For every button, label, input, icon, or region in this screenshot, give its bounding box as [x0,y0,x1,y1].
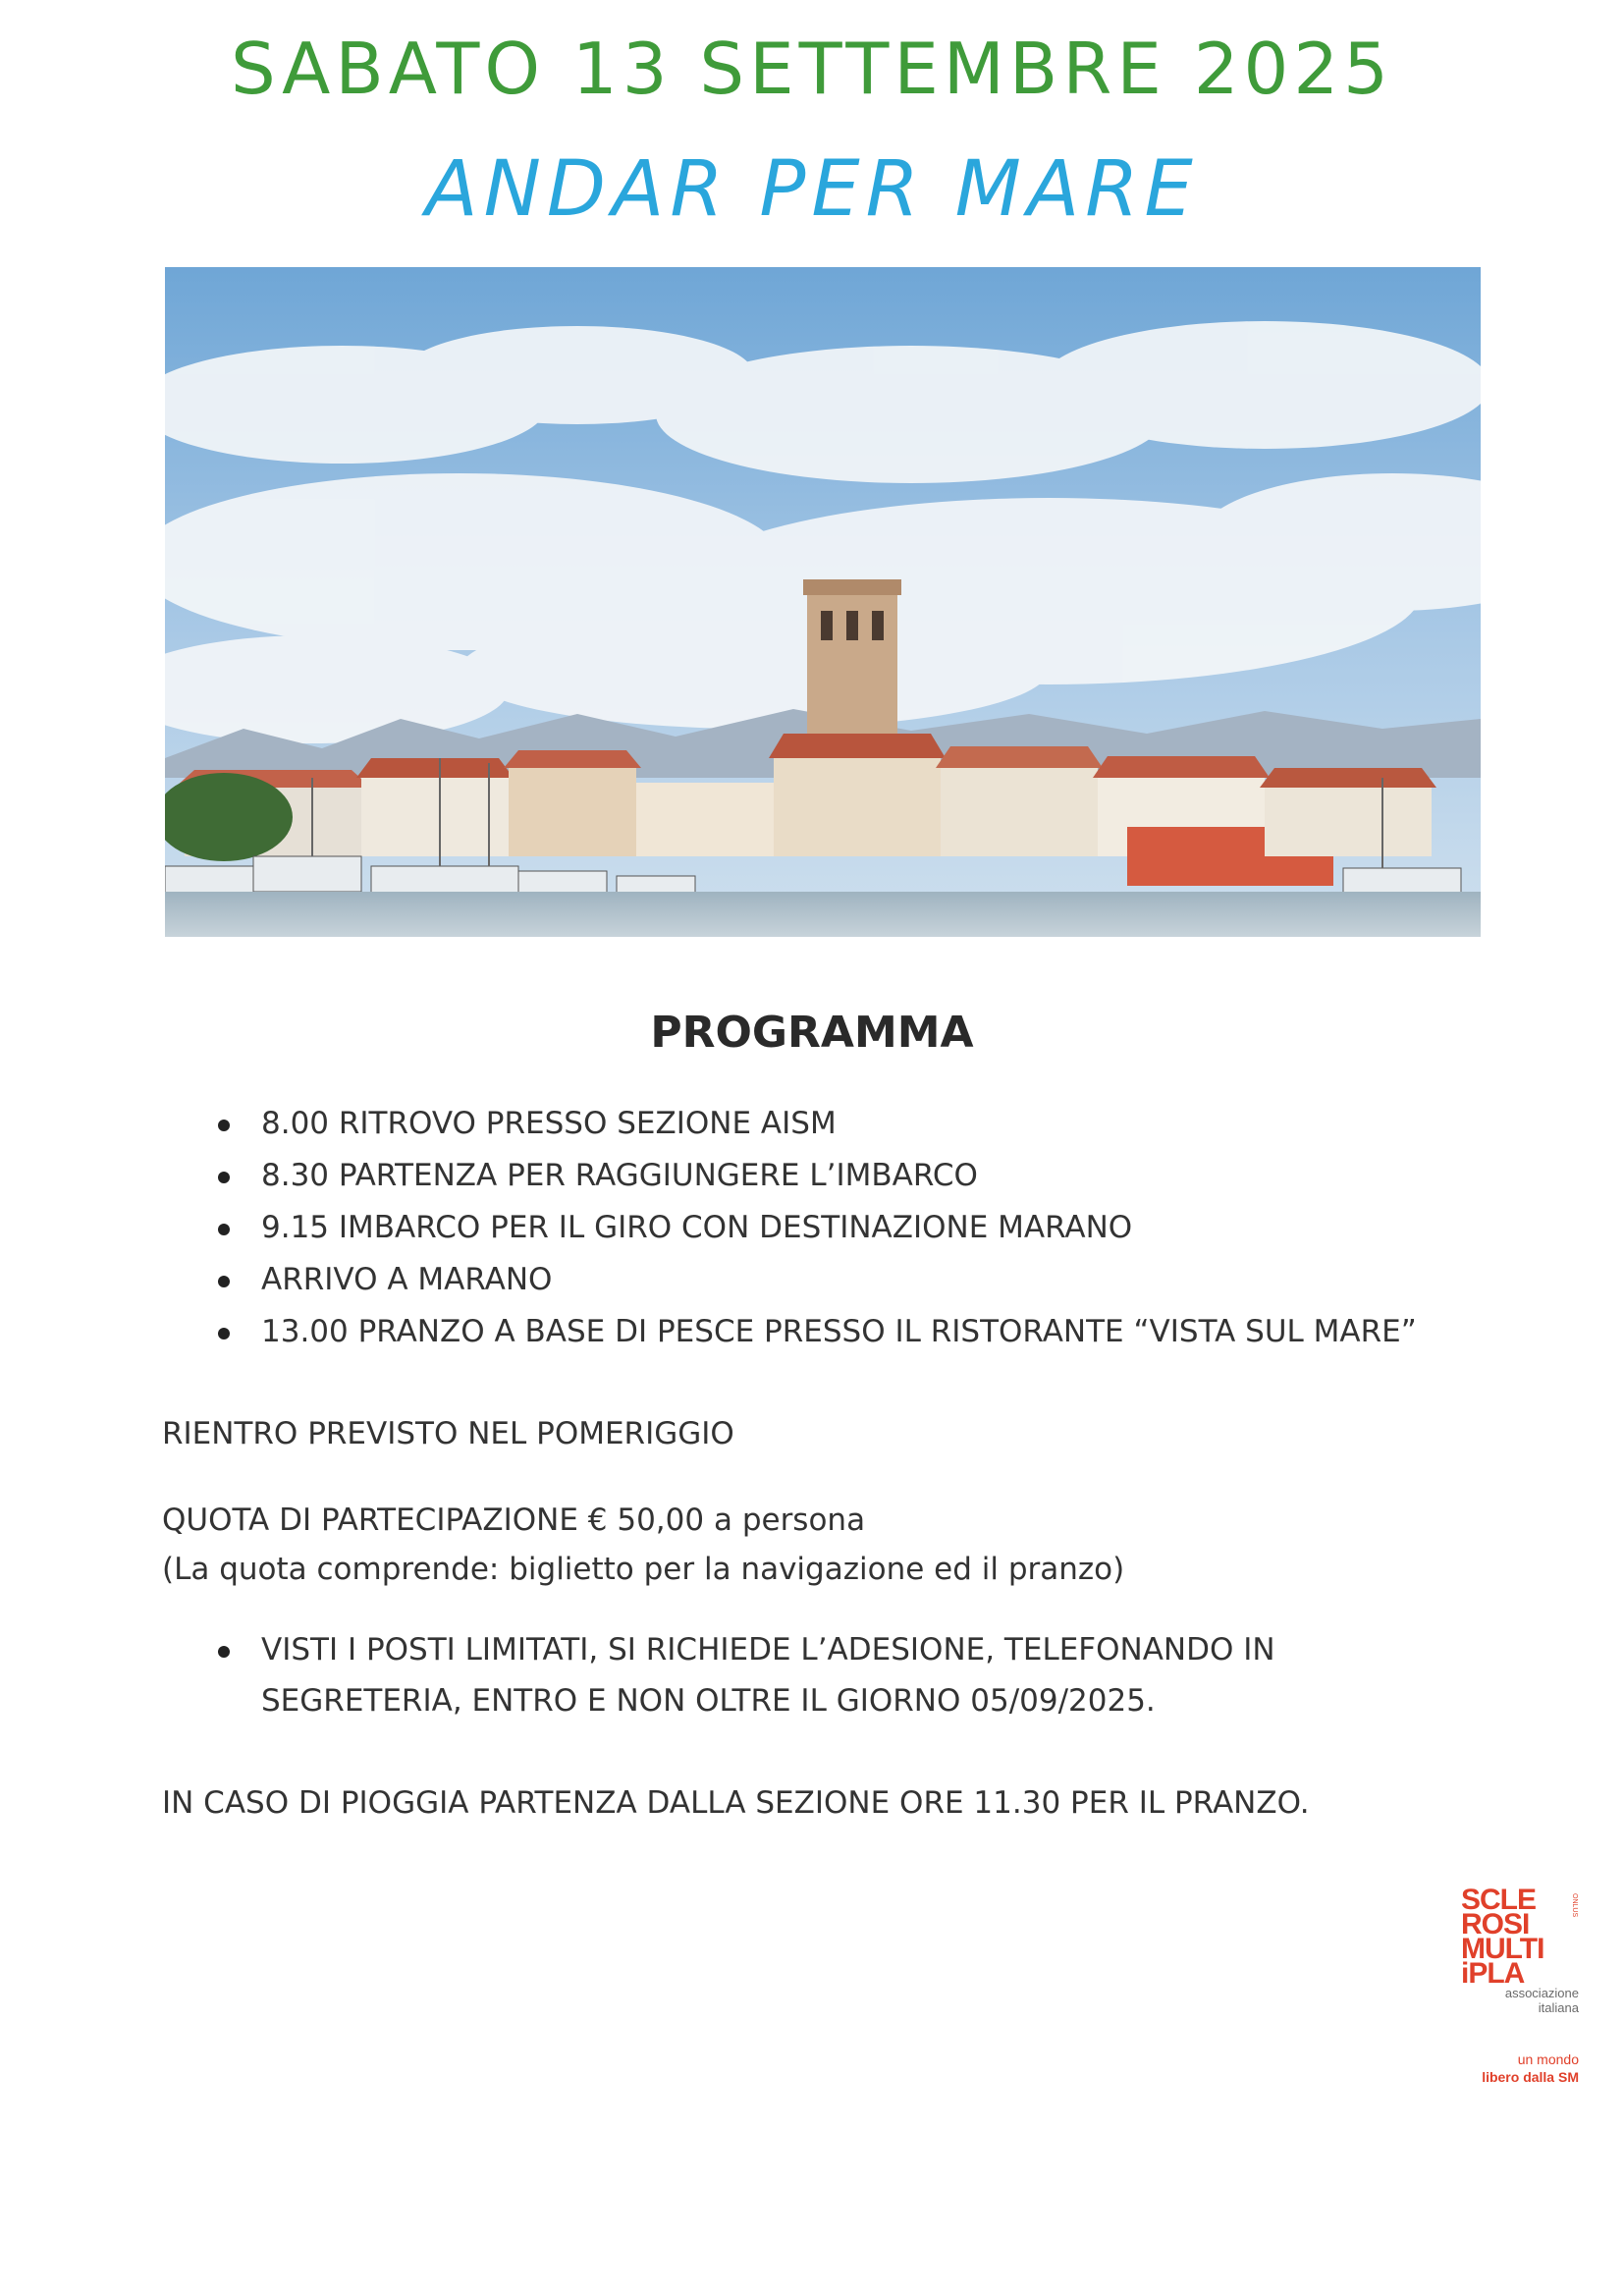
program-item-text: 13.00 PRANZO A BASE DI PESCE PRESSO IL RISTORANTE “VISTA SUL MARE” [261,1314,1417,1349]
program-item-text: 8.30 PARTENZA PER RAGGIUNGERE L’IMBARCO [261,1158,978,1193]
list-item [218,1202,1417,1254]
logo-line: ROSI [1461,1908,1530,1941]
bullet-icon [218,1276,230,1287]
fee-note: (La quota comprende: biglietto per la navigazione ed il pranzo) [162,1552,1125,1587]
event-date: SABATO 13 SETTEMBRE 2025 [231,27,1393,110]
list-item [218,1306,1417,1358]
harbor-photo [165,267,1481,937]
tagline-line: libero dalla SM [1482,2069,1579,2085]
event-title: ANDAR PER MARE [425,145,1199,234]
booking-notice [218,1624,1357,1726]
bullet-icon [218,1172,230,1183]
program-item-text: 9.15 IMBARCO PER IL GIRO CON DESTINAZIONE MARANO [261,1210,1133,1245]
return-info: RIENTRO PREVISTO NEL POMERIGGIO [162,1416,734,1451]
logo-subtitle: italiana [1538,2000,1579,2015]
booking-notice-text: VISTI I POSTI LIMITATI, SI RICHIEDE L’ADESIONE, TELEFONANDO IN SEGRETERIA, ENTRO E NON OLTRE IL GIORNO 05/09/2025. [261,1632,1275,1719]
tagline-line: un mondo [1517,2051,1579,2067]
logo-line: MULTI [1461,1933,1544,1965]
logo-line: iPLA [1461,1957,1525,1990]
bullet-icon [218,1328,230,1339]
list-item [218,1150,1417,1202]
logo-onlus: ONLUS [1571,1893,1578,1918]
bullet-icon [218,1120,230,1131]
fee-info: QUOTA DI PARTECIPAZIONE € 50,00 a persona [162,1503,866,1538]
rain-info: IN CASO DI PIOGGIA PARTENZA DALLA SEZIONE ORE 11.30 PER IL PRANZO. [162,1785,1310,1821]
program-heading: PROGRAMMA [650,1008,974,1058]
list-item [218,1254,1417,1306]
aism-logo [1461,1884,1579,2015]
list-item [218,1098,1417,1150]
program-item-text: ARRIVO A MARANO [261,1262,553,1297]
logo-tagline [1414,2050,1579,2086]
logo-line: SCLE [1461,1884,1537,1916]
bullet-icon [218,1224,230,1235]
logo-subtitle: associazione [1504,1986,1579,2000]
program-item-text: 8.00 RITROVO PRESSO SEZIONE AISM [261,1106,837,1141]
bullet-icon [218,1646,230,1658]
program-list [218,1098,1417,1358]
